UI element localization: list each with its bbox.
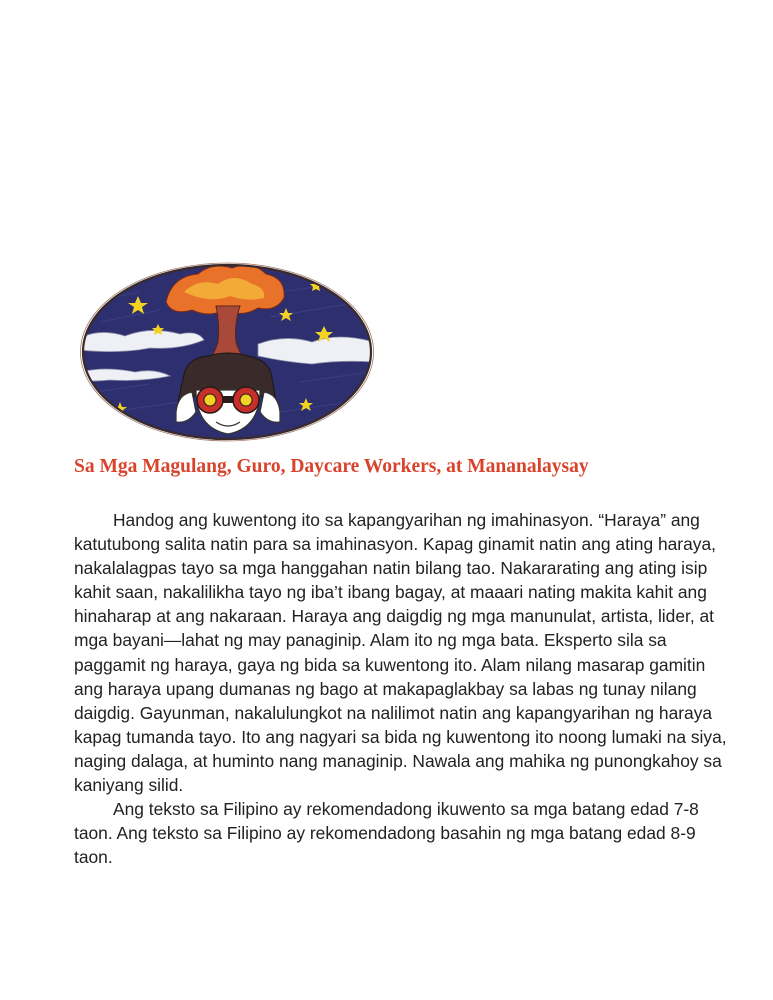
paragraph-age-recommendation: Ang teksto sa Filipino ay rekomendadong ikuwento sa mga batang edad 7-8 taon. Ang teksto sa Filipino ay rekomendadong basahin ng mga batang edad 8-9 taon.	[74, 799, 699, 868]
illustration-svg	[80, 262, 374, 442]
paragraph-intro: Handog ang kuwentong ito sa kapangyarihan ng imahinasyon. “Haraya” ang katutubong salita natin para sa imahinasyon. Kapag ginamit natin ang ating haraya, nakalalagpas tayo sa mga hanggahan natin bilang tao. Nakararating ang ating isip kahit saan, nakalilikha tayo ng iba’t ibang bagay, at maaari nating makita kahit ang hinaharap at ang nakaraan. Haraya ang daigdig ng mga manunulat, artista, lider, at mga bayani—lahat ng may panaginip. Alam ito ng mga bata. Eksperto sila sa paggamit ng haraya, gaya ng bida sa kuwentong ito. Alam nilang masarap gamitin ang haraya upang dumanas ng bago at makapaglakbay sa labas ng tunay nilang daigdig. Gayunman, nakalulungkot na nalilimot natin ang kapangyarihan ng haraya kapag tumanda tayo. Ito ang nagyari sa bida ng kuwentong ito noong lumaki na siya, naging dalaga, at huminto nang managinip. Nawala ang mahika ng punongkahoy sa kaniyang silid.	[74, 510, 727, 796]
section-heading: Sa Mga Magulang, Guro, Daycare Workers, at Mananalaysay	[74, 456, 589, 477]
girl-binoculars-tree-illustration	[80, 262, 374, 442]
body-text	[74, 508, 734, 869]
